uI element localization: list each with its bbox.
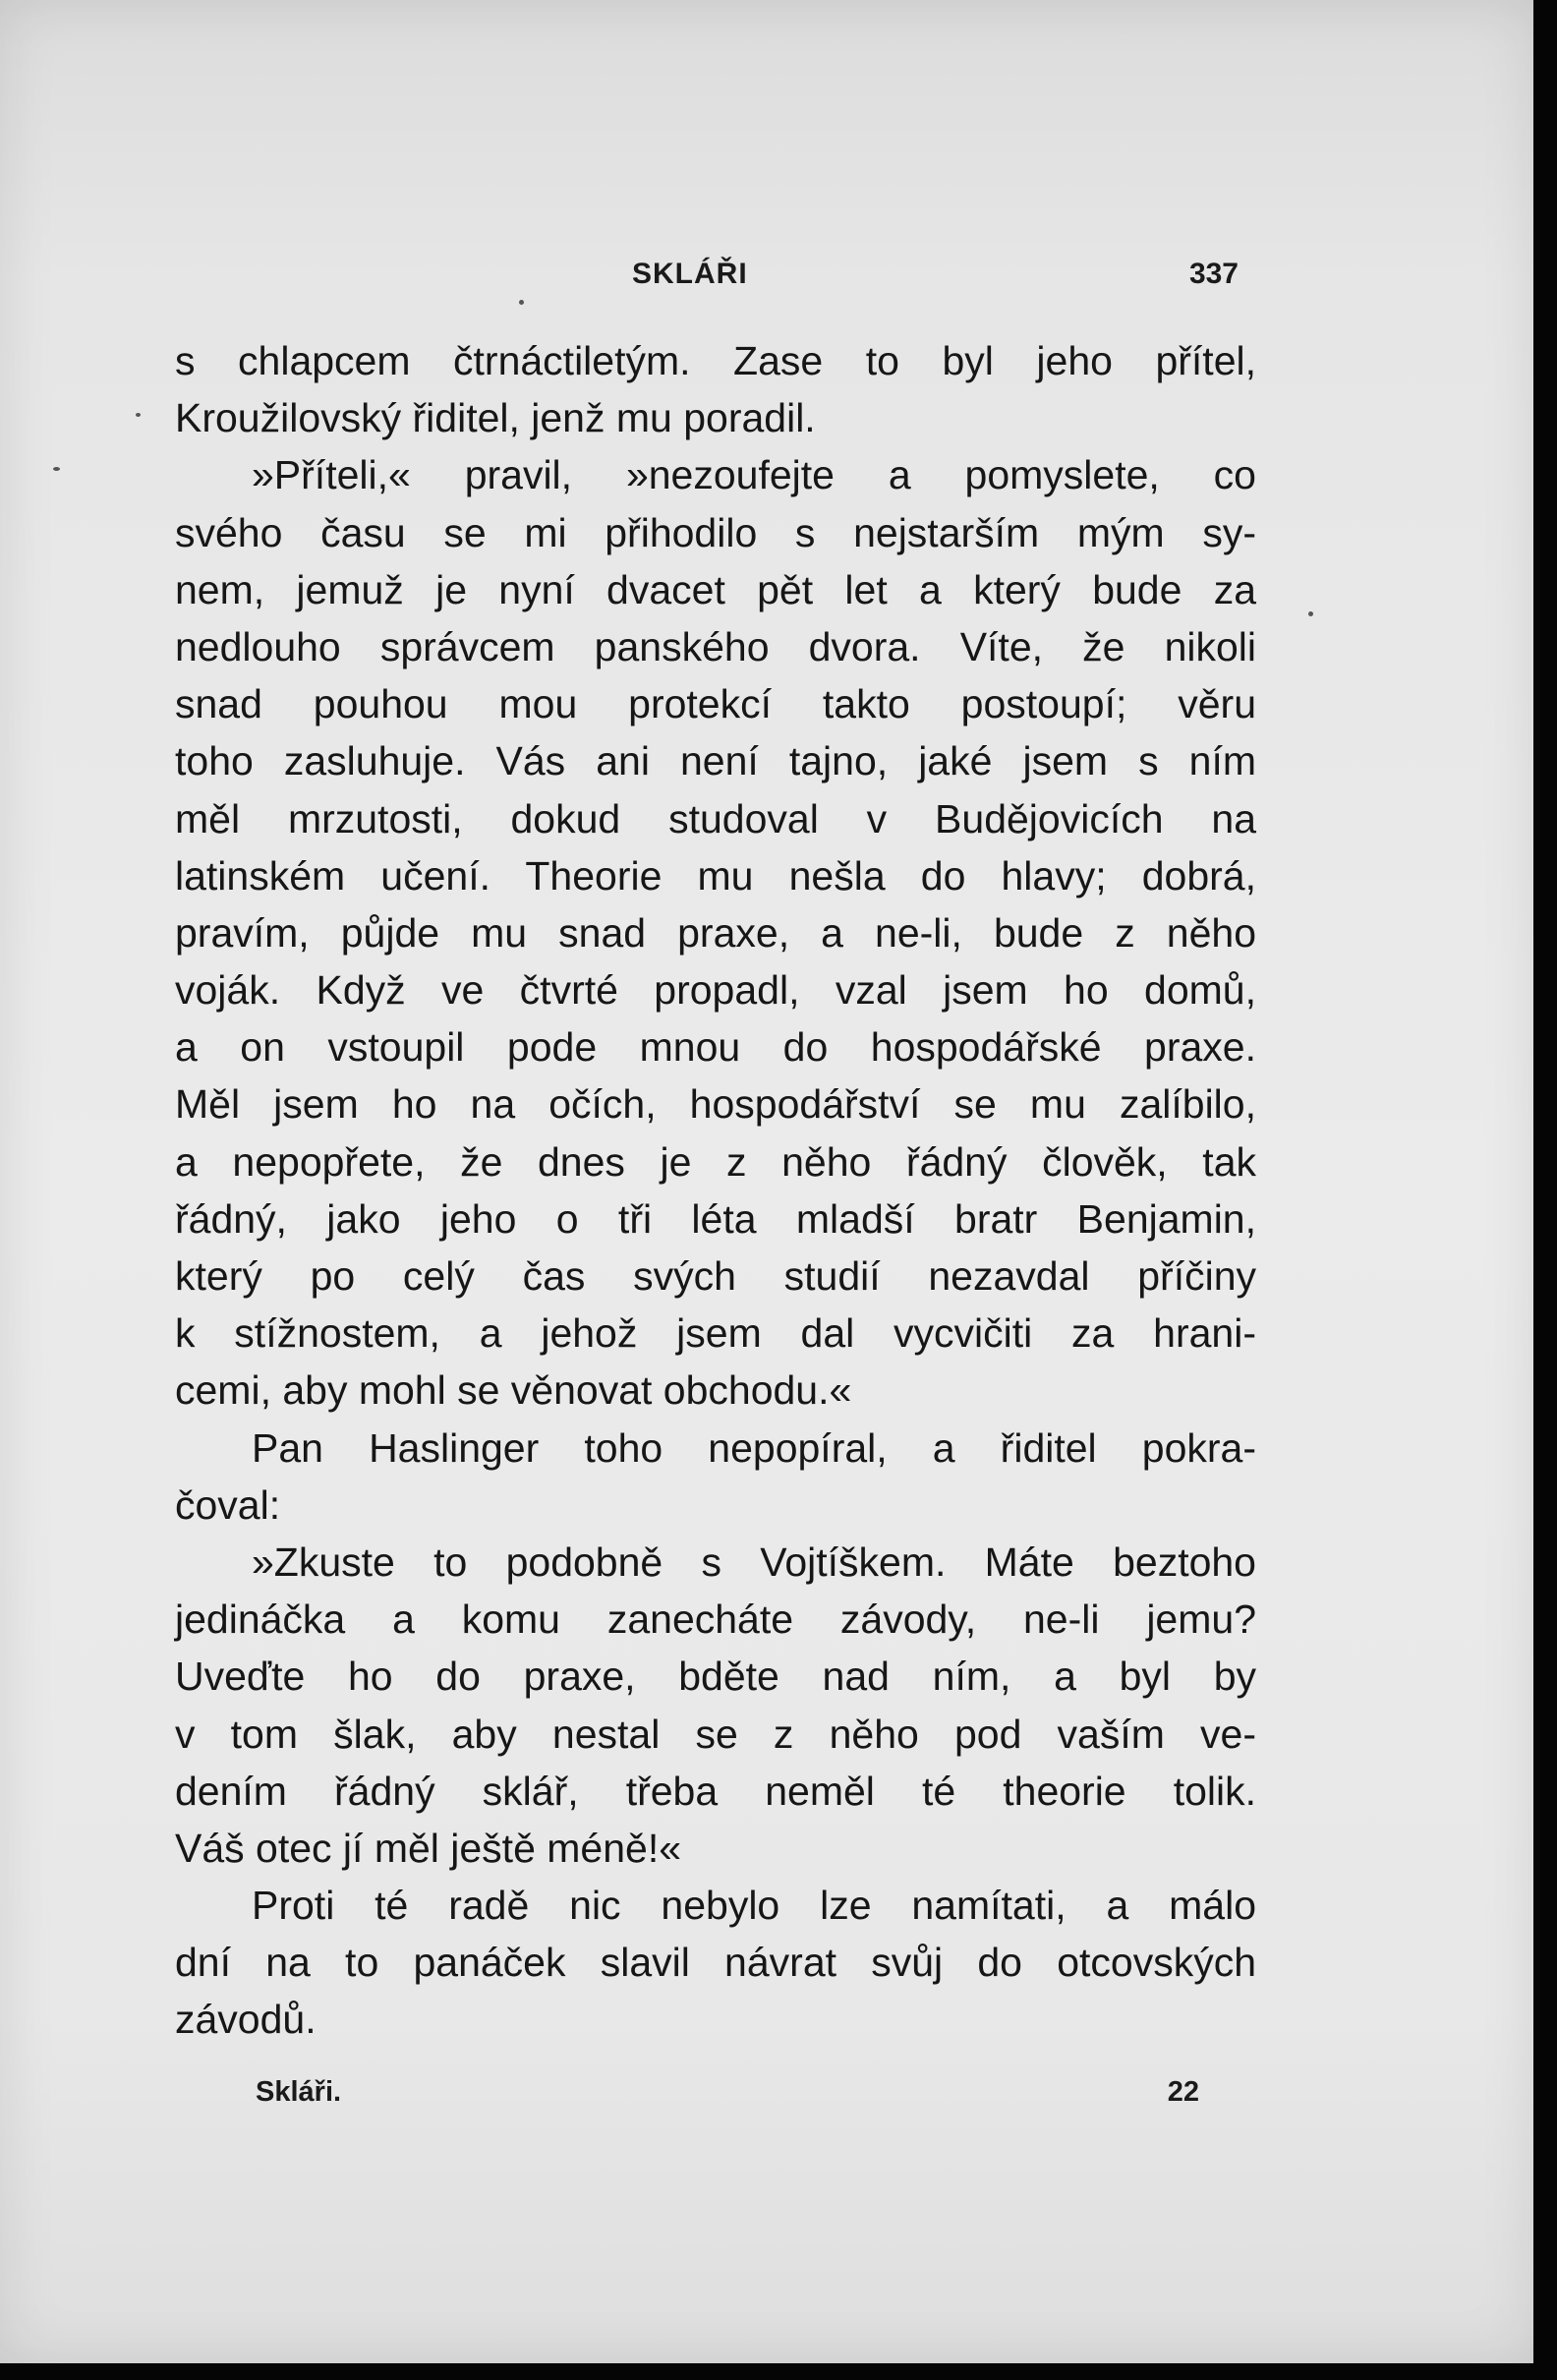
paper-speck	[53, 467, 60, 471]
text-line: čoval:	[175, 1481, 281, 1528]
text-line: toho zasluhuje. Vás ani není tajno, jaké jsem s ním	[175, 738, 1256, 784]
sheet-number: 22	[1167, 2076, 1199, 2108]
text-line: »Příteli,« pravil, »nezoufejte a pomyslete, co	[252, 452, 1256, 498]
text-line: »Zkuste to podobně s Vojtíškem. Máte beztoho	[252, 1538, 1256, 1585]
text-line: Pan Haslinger toho nepopíral, a řiditel pokra-	[252, 1424, 1256, 1471]
page-header	[175, 258, 1239, 297]
body-text	[175, 332, 1256, 2049]
paper-speck	[1308, 611, 1313, 616]
paper-speck	[136, 413, 141, 417]
text-line: Uveďte ho do praxe, bděte nad ním, a byl by	[175, 1654, 1256, 1700]
page-footer	[256, 2076, 1199, 2116]
text-line: nem, jemuž je nyní dvacet pět let a který bude za	[175, 566, 1256, 612]
text-line: jedináčka a komu zanecháte závody, ne-li jemu?	[175, 1596, 1256, 1643]
page-number: 337	[1188, 258, 1239, 290]
text-line: a nepopřete, že dnes je z něho řádný člověk, tak	[175, 1138, 1256, 1185]
text-line: voják. Když ve čtvrté propadl, vzal jsem ho domů,	[175, 967, 1256, 1014]
text-line: svého času se mi přihodilo s nejstarším mým sy-	[175, 509, 1256, 555]
text-line: který po celý čas svých studií nezavdal příčiny	[175, 1253, 1256, 1299]
text-line: dením řádný sklář, třeba neměl té theorie tolik.	[175, 1768, 1256, 1814]
text-line: Váš otec jí měl ještě méně!«	[175, 1825, 682, 1871]
scan-edge-bottom	[0, 2363, 1557, 2380]
text-line: cemi, aby mohl se věnovat obchodu.«	[175, 1367, 852, 1414]
text-line: k stížnostem, a jehož jsem dal vycvičiti za hrani-	[175, 1310, 1256, 1357]
text-line: měl mrzutosti, dokud studoval v Budějovicích na	[175, 795, 1256, 842]
text-line: v tom šlak, aby nestal se z něho pod vaším ve-	[175, 1711, 1256, 1757]
text-line: Kroužilovský řiditel, jenž mu poradil.	[175, 395, 816, 441]
text-line: Měl jsem ho na očích, hospodářství se mu zalíbilo,	[175, 1081, 1256, 1128]
paper-speck	[519, 300, 524, 305]
text-line: závodů.	[175, 1997, 317, 2043]
text-line: řádný, jako jeho o tři léta mladší bratr Benjamin,	[175, 1195, 1256, 1242]
text-line: a on vstoupil pode mnou do hospodářské praxe.	[175, 1024, 1256, 1071]
signature-mark: Skláři.	[256, 2076, 342, 2108]
text-line: nedlouho správcem panského dvora. Víte, že nikoli	[175, 623, 1256, 669]
text-line: Proti té radě nic nebylo lze namítati, a málo	[252, 1883, 1256, 1929]
text-line: s chlapcem čtrnáctiletým. Zase to byl jeho přítel,	[175, 338, 1256, 383]
text-line: snad pouhou mou protekcí takto postoupí; věru	[175, 681, 1256, 727]
scan-edge-right	[1533, 0, 1557, 2380]
text-line: latinském učení. Theorie mu nešla do hlavy; dobrá,	[175, 852, 1256, 899]
running-title: SKLÁŘI	[632, 258, 748, 290]
text-line: dní na to panáček slavil návrat svůj do otcovských	[175, 1940, 1256, 1986]
text-line: pravím, půjde mu snad praxe, a ne-li, bude z něho	[175, 909, 1256, 956]
